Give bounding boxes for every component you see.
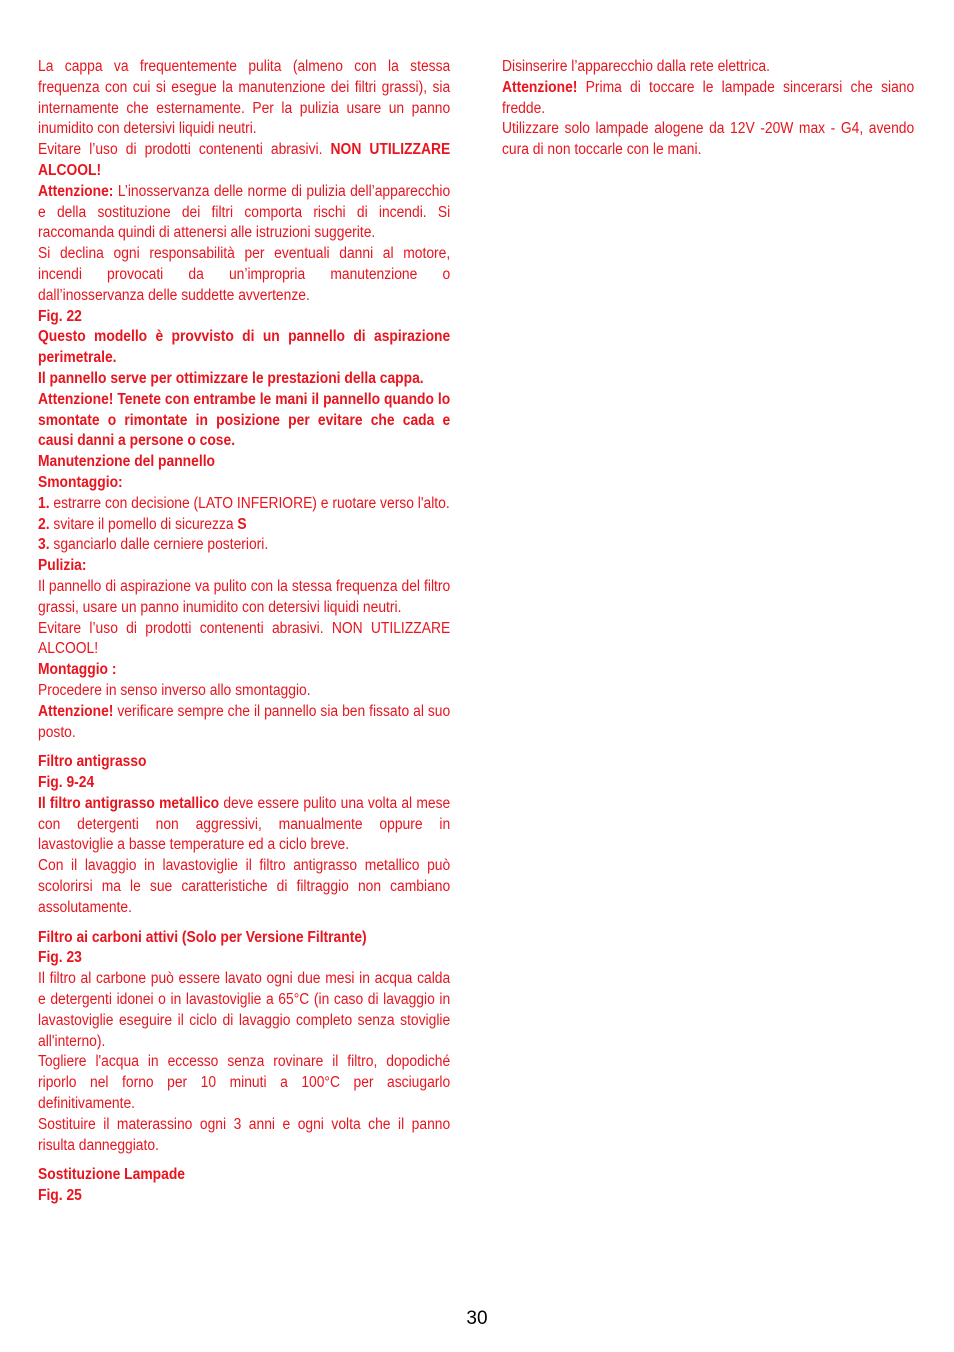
text-run: Sostituire il materassino ogni 3 anni e ogni volta che il panno risulta danneggiato. [38, 1115, 451, 1154]
text-run: La cappa va frequentemente pulita (almeno con la stessa frequenza con cui si esegue la manutenzione dei filtri grassi), sia internamente che esternamente. Per la pulizia usare un panno inumidito con detersivi liquidi neutri. [38, 58, 451, 138]
bold-text: Attenzione! [502, 78, 578, 96]
paragraph [38, 856, 450, 918]
paragraph [38, 773, 450, 794]
bold-text: Manutenzione del pannello [38, 453, 216, 471]
paragraph [38, 57, 450, 140]
bold-text: 3. [38, 536, 50, 554]
bold-text: Filtro ai carboni attivi (Solo per Versione Filtrante) [38, 928, 367, 946]
bold-text: Il filtro antigrasso metallico [38, 794, 220, 812]
paragraph [38, 752, 450, 773]
bold-text: Il pannello serve per ottimizzare le prestazioni della cappa. [38, 369, 424, 387]
paragraph [38, 244, 450, 306]
paragraph [38, 1165, 450, 1186]
paragraph [38, 556, 450, 577]
bold-text: Fig. 23 [38, 949, 82, 967]
paragraph [38, 794, 450, 856]
paragraph [38, 1115, 450, 1157]
paragraph [38, 928, 450, 949]
text-run: estrarre con decisione (LATO INFERIORE) e ruotare verso l'alto. [49, 494, 450, 512]
paragraph [38, 577, 450, 619]
paragraph [38, 369, 450, 390]
paragraph [38, 140, 450, 182]
paragraph [38, 1186, 450, 1207]
text-run: L’inosservanza delle norme di pulizia dell’apparecchio e della sostituzione dei filtri comporta rischi di incendi. Si raccomanda quindi di attenersi alle istruzioni suggerite. [38, 182, 451, 242]
paragraph [502, 119, 914, 161]
paragraph [38, 681, 450, 702]
left-column [38, 57, 450, 1207]
bold-text: Fig. 9-24 [38, 774, 95, 792]
text-run: Procedere in senso inverso allo smontaggio. [38, 681, 311, 699]
paragraph [38, 390, 450, 452]
paragraph [38, 702, 450, 744]
bold-text: NON UTILIZZARE ALCOOL! [38, 141, 451, 179]
text-run: Con il lavaggio in lavastoviglie il filtro antigrasso metallico può scolorirsi ma le sue caratteristiche di filtraggio non cambiano assolutamente. [38, 857, 451, 916]
bold-text: 1. [38, 494, 50, 512]
bold-text: Pulizia: [38, 557, 87, 575]
paragraph [38, 452, 450, 473]
bold-text: Attenzione! [38, 702, 114, 720]
bold-text: Sostituzione Lampade [38, 1166, 186, 1184]
paragraph [38, 327, 450, 369]
paragraph [502, 57, 914, 78]
right-column [502, 57, 914, 161]
paragraph [38, 948, 450, 969]
text-run: Prima di toccare le lampade sincerarsi che siano fredde. [502, 78, 915, 117]
paragraph [38, 473, 450, 494]
text-run: Evitare l’uso di prodotti contenenti abrasivi. [38, 141, 331, 159]
text-run: Disinserire l’apparecchio dalla rete elettrica. [502, 58, 770, 75]
bold-text: Fig. 22 [38, 307, 82, 325]
bold-text: Smontaggio: [38, 473, 123, 491]
page-number: 30 [466, 1308, 488, 1329]
paragraph [502, 78, 914, 120]
text-run: svitare il pomello di sicurezza [49, 515, 238, 533]
text-run: Il filtro al carbone può essere lavato ogni due mesi in acqua calda e detergenti idonei o in lavastoviglie a 65°C (in caso di lavaggio in lavastoviglie eseguire il ciclo di lavaggio completo senza stoviglie all'interno). [38, 970, 451, 1050]
bold-text: Fig. 25 [38, 1187, 82, 1205]
paragraph [38, 535, 450, 556]
paragraph [38, 515, 450, 536]
text-run: Evitare l’uso di prodotti contenenti abrasivi. NON UTILIZZARE ALCOOL! [38, 619, 451, 658]
bold-text: Attenzione: [38, 182, 114, 200]
paragraph [38, 307, 450, 328]
bold-text: Attenzione! Tenete con entrambe le mani il pannello quando lo smontate o rimontate in posizione per evitare che cada e causi danni a persone o cose. [38, 390, 451, 450]
text-run: sganciarlo dalle cerniere posteriori. [49, 536, 269, 554]
paragraph [38, 182, 450, 244]
text-run: Il pannello di aspirazione va pulito con la stessa frequenza del filtro grassi, usare un panno inumidito con detersivi liquidi neutri. [38, 577, 451, 616]
paragraph [38, 494, 450, 515]
bold-text: Filtro antigrasso [38, 753, 147, 771]
text-run: deve essere pulito una volta al mese con detergenti non aggressivi, manualmente oppure in lavastoviglie a basse temperature ed a ciclo breve. [38, 794, 451, 854]
bold-text: Montaggio : [38, 661, 117, 679]
text-run: Togliere l'acqua in eccesso senza rovinare il filtro, dopodiché riporlo nel forno per 10 minuti a 100°C per asciugarlo definitivamente. [38, 1053, 451, 1113]
text-run: Utilizzare solo lampade alogene da 12V -20W max - G4, avendo cura di non toccarle con le mani. [502, 120, 915, 159]
paragraph [38, 969, 450, 1052]
text-run: Si declina ogni responsabilità per eventuali danni al motore, incendi provocati da un’impropria manutenzione o dall’inosservanza delle suddette avvertenze. [38, 245, 451, 304]
bold-text: Questo modello è provvisto di un pannello di aspirazione perimetrale. [38, 328, 451, 367]
text-run: verificare sempre che il pannello sia ben fissato al suo posto. [38, 702, 451, 741]
paragraph [38, 619, 450, 661]
bold-text: S [237, 515, 247, 533]
paragraph [38, 1052, 450, 1114]
paragraph [38, 660, 450, 681]
bold-text: 2. [38, 515, 50, 533]
